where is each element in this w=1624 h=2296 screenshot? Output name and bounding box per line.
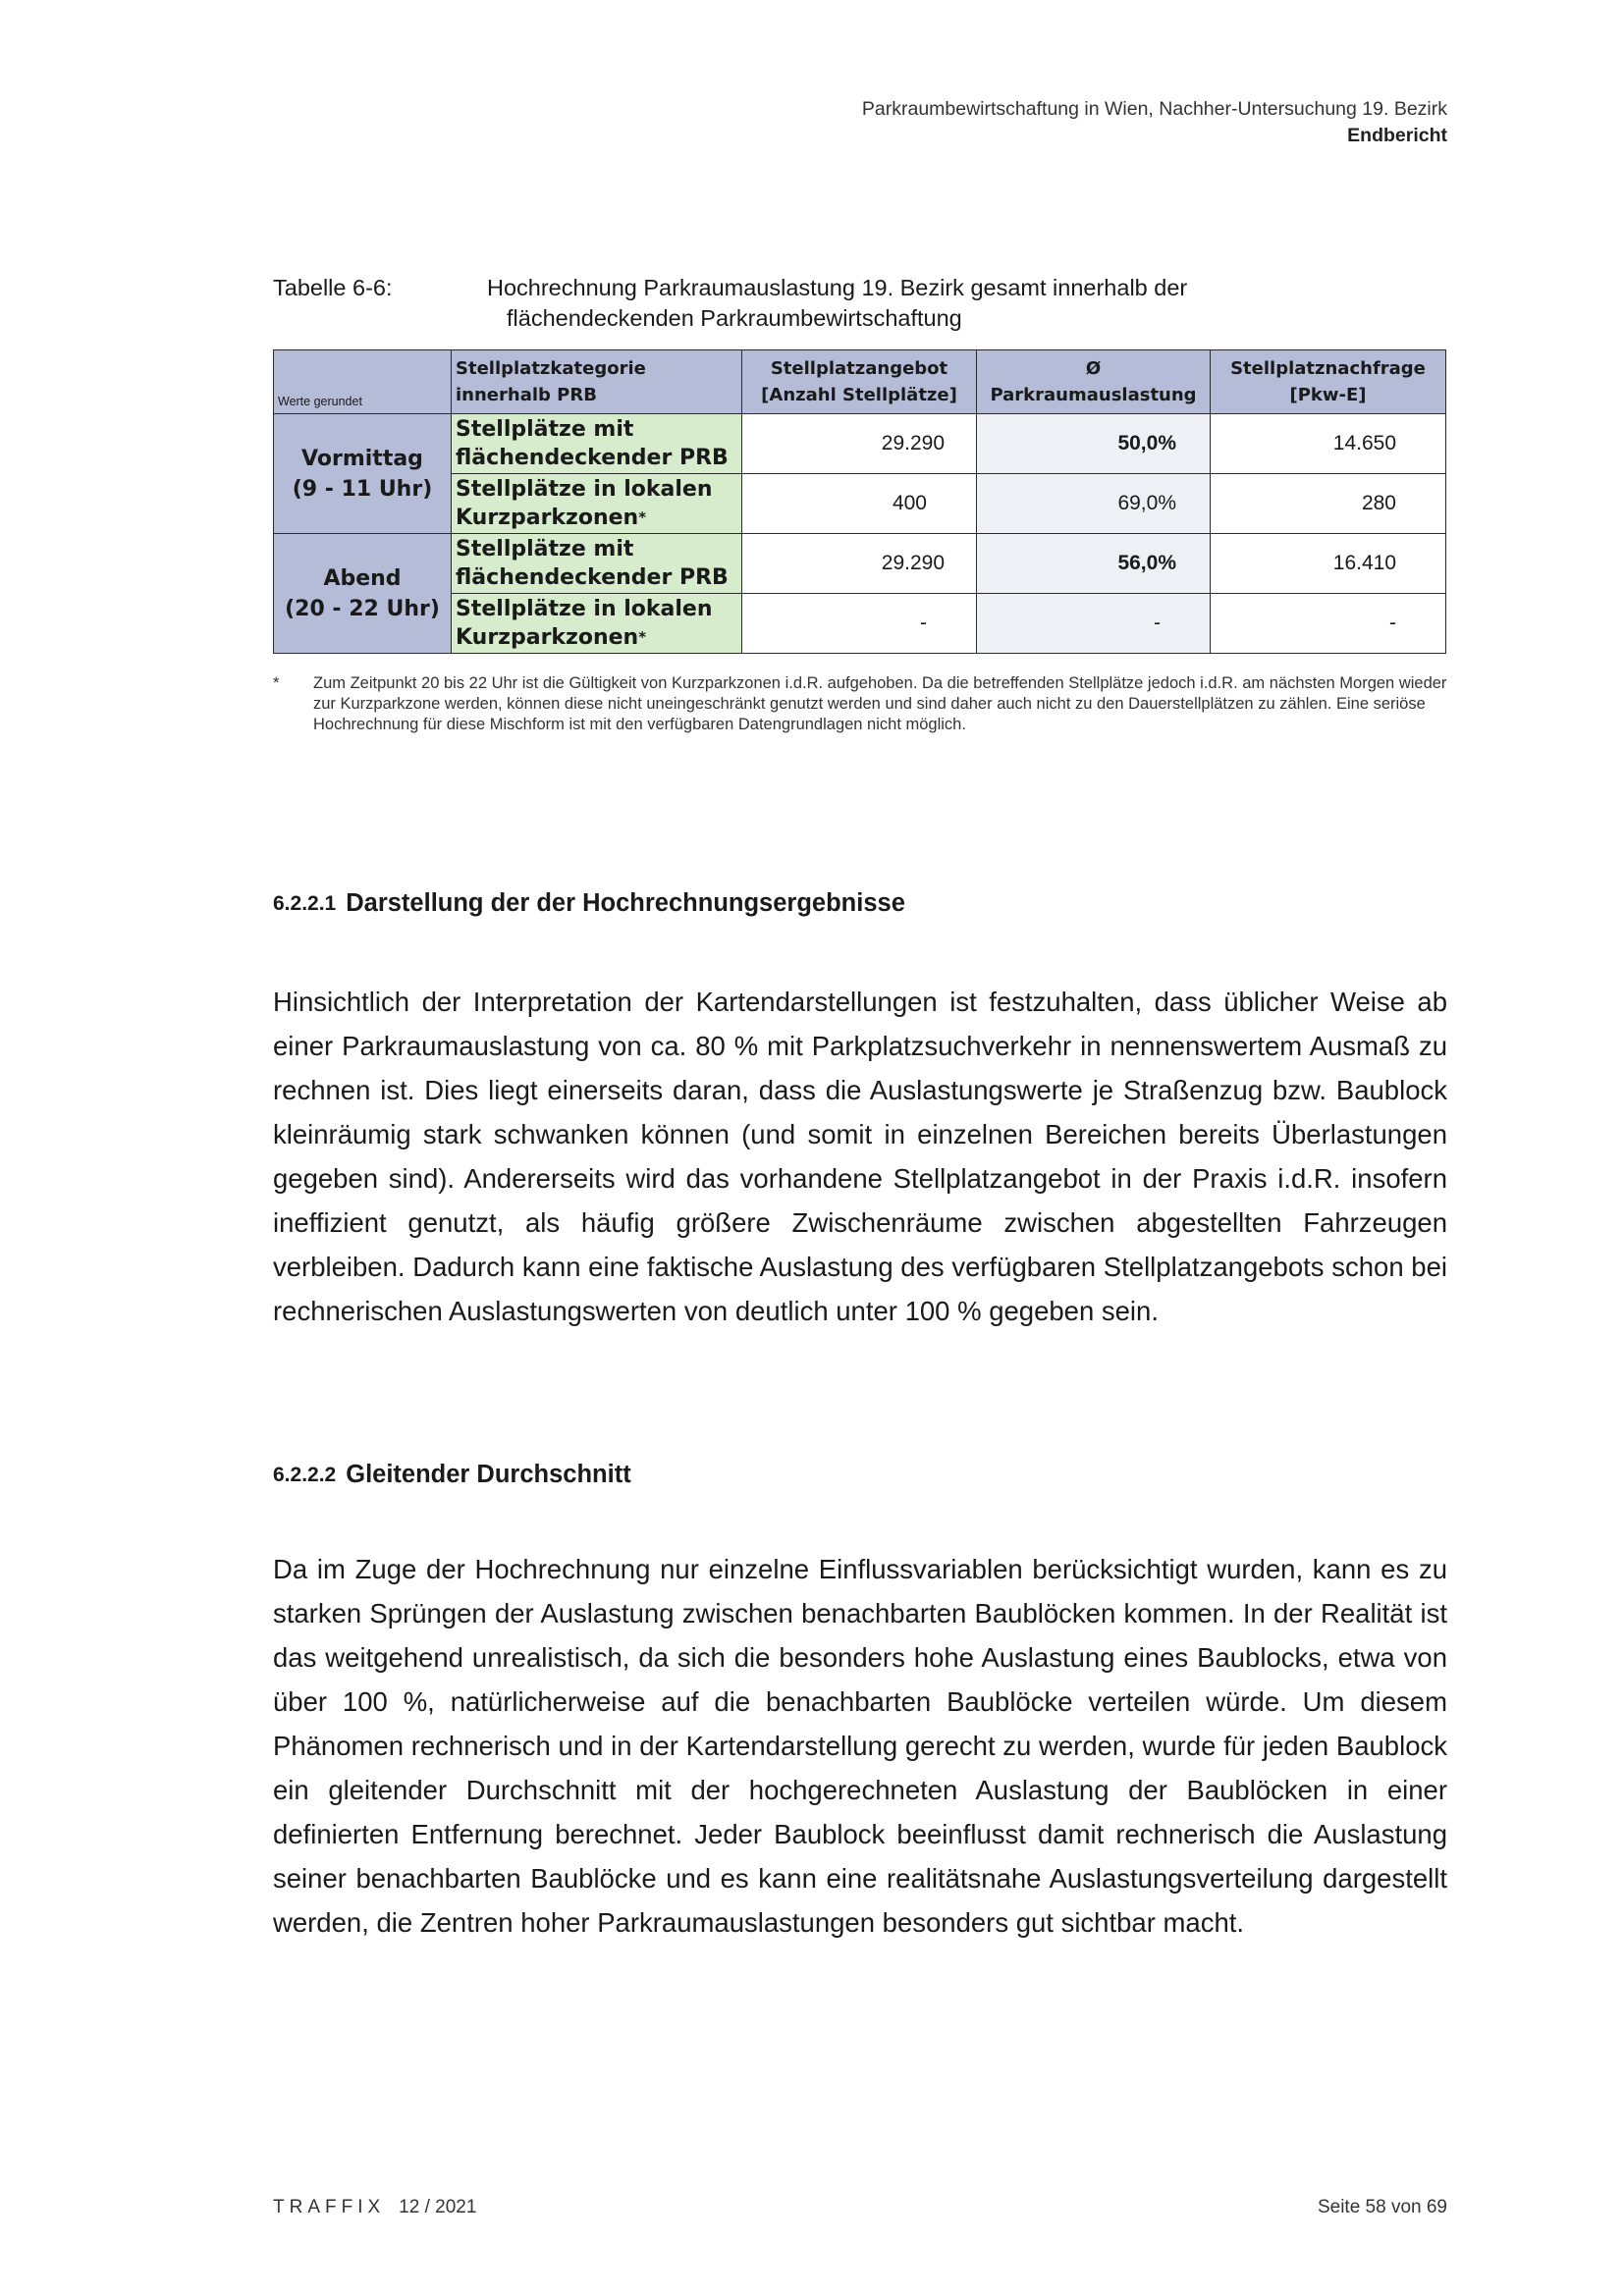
section-heading-1	[273, 889, 905, 918]
footer-date: 12 / 2021	[399, 2197, 477, 2217]
supply-cell: -	[742, 594, 977, 654]
table-caption-title-line1: Hochrechnung Parkraumauslastung 19. Bezirk gesamt innerhalb der	[487, 275, 1188, 300]
footer-brand: TRAFFIX	[273, 2197, 386, 2217]
header-demand-l1: Stellplatznachfrage	[1230, 358, 1426, 379]
header-title: Parkraumbewirtschaftung in Wien, Nachher-Untersuchung 19. Bezirk	[861, 98, 1447, 120]
header-supply-l2: [Anzahl Stellplätze]	[761, 385, 957, 405]
supply-cell: 29.290	[742, 414, 977, 474]
section-body-1: Hinsichtlich der Interpretation der Kartendarstellungen ist festzuhalten, dass üblicher Weise ab einer Parkraumauslastung von ca. 80 % mit Parkplatzsuchverkehr in nennenswertem Ausmaß zu rechnen ist. Dies liegt einerseits daran, dass die Auslastungswerte je Straßenzug bzw. Baublock kleinräumig stark schwanken können (und somit in einzelnen Bereichen bereits Überlastungen gegeben sind). Andererseits wird das vorhandene Stellplatzangebot in der Praxis i.d.R. insofern ineffizient genutzt, als häufig größere Zwischenräume zwischen abgestellten Fahrzeugen verbleiben. Dadurch kann eine faktische Auslastung des verfügbaren Stellplatzangebots schon bei rechnerischen Auslastungswerten von deutlich unter 100 % gegeben sein.	[273, 987, 1447, 1326]
table-header-row	[274, 350, 1446, 414]
average-cell: 50,0%	[977, 414, 1211, 474]
header-supply-l1: Stellplatzangebot	[770, 358, 948, 379]
section-heading-2	[273, 1461, 631, 1489]
demand-cell: -	[1211, 594, 1446, 654]
category-cell	[452, 594, 742, 654]
section-title-1: Darstellung der der Hochrechnungsergebnisse	[346, 889, 905, 917]
header-category-l1: Stellplatzkategorie	[456, 358, 646, 379]
footer-left	[273, 2197, 476, 2218]
header-supply	[742, 350, 977, 414]
page-header	[862, 96, 1447, 149]
table-footnote	[273, 673, 1447, 735]
header-average-l2: Parkraumauslastung	[990, 385, 1197, 405]
footnote-mark: *	[273, 674, 280, 692]
section-title-2: Gleitender Durchschnitt	[346, 1461, 631, 1488]
category-cell	[452, 534, 742, 594]
supply-cell: 400	[742, 474, 977, 534]
category-l1: Stellplätze mit	[456, 417, 634, 442]
category-cell	[452, 474, 742, 534]
header-demand-l2: [Pkw-E]	[1289, 385, 1367, 405]
corner-note: Werte gerundet	[274, 350, 452, 414]
period-morning	[274, 414, 452, 534]
table-caption-label: Tabelle 6-6:	[273, 275, 393, 300]
period-morning-l2: (9 - 11 Uhr)	[292, 476, 433, 502]
period-morning-l1: Vormittag	[301, 446, 423, 471]
footer-page-number: Seite 58 von 69	[1317, 2197, 1447, 2217]
table-row	[274, 414, 1446, 474]
category-l1: Stellplätze in lokalen	[456, 597, 713, 621]
average-cell: -	[977, 594, 1211, 654]
average-cell: 56,0%	[977, 534, 1211, 594]
category-l2: flächendeckender PRB	[456, 565, 729, 590]
header-category-l2: innerhalb PRB	[456, 385, 597, 405]
section-body-2: Da im Zuge der Hochrechnung nur einzelne Einflussvariablen berücksichtigt wurden, kann es zu starken Sprüngen der Auslastung zwischen benachbarten Baublöcken kommen. In der Realität ist das weitgehend unrealistisch, da sich die besonders hohe Auslastung eines Baublocks, etwa von über 100 %, natürlicherweise auf die benachbarten Baublöcke verteilen würde. Um diesem Phänomen rechnerisch und in der Kartendarstellung gerecht zu werden, wurde für jeden Baublock ein gleitender Durchschnitt mit der hochgerechneten Auslastung der Baublöcken in einer definierten Entfernung berechnet. Jeder Baublock beeinflusst damit rechnerisch die Auslastung seiner benachbarten Baublöcke und es kann eine realitätsnahe Auslastungsverteilung dargestellt werden, die Zentren hoher Parkraumauslastungen besonders gut sichtbar macht.	[273, 1554, 1447, 1938]
section-number-2: 6.2.2.2	[273, 1464, 337, 1487]
category-l2: flächendeckender PRB	[456, 446, 729, 470]
category-l2: Kurzparkzonen	[456, 625, 639, 650]
demand-cell: 14.650	[1211, 414, 1446, 474]
category-asterisk: *	[638, 628, 647, 646]
period-evening-l2: (20 - 22 Uhr)	[285, 596, 440, 621]
category-l1: Stellplätze mit	[456, 537, 634, 561]
header-average-l1: Ø	[1085, 358, 1102, 379]
occupancy-table	[273, 349, 1446, 654]
header-demand	[1211, 350, 1446, 414]
footnote-text: Zum Zeitpunkt 20 bis 22 Uhr ist die Gültigkeit von Kurzparkzonen i.d.R. aufgehoben. Da die betreffenden Stellplätze jedoch i.d.R. am nächsten Morgen wieder zur Kurzparkzone werden, können diese nicht uneingeschränkt genutzt werden und sind daher auch nicht zu den Dauerstellplätzen zu zählen. Eine seriöse Hochrechnung für diese Mischform ist mit den verfügbaren Datengrundlagen nicht möglich.	[313, 674, 1447, 733]
period-evening	[274, 534, 452, 654]
demand-cell: 16.410	[1211, 534, 1446, 594]
period-evening-l1: Abend	[323, 565, 402, 591]
header-subtitle: Endbericht	[1347, 125, 1447, 146]
category-asterisk: *	[638, 508, 647, 526]
supply-cell: 29.290	[742, 534, 977, 594]
table-caption-title-line2: flächendeckenden Parkraumbewirtschaftung	[507, 305, 962, 331]
header-average	[977, 350, 1211, 414]
demand-cell: 280	[1211, 474, 1446, 534]
category-l2: Kurzparkzonen	[456, 506, 639, 530]
table-row	[274, 534, 1446, 594]
category-cell	[452, 414, 742, 474]
section-number-1: 6.2.2.1	[273, 892, 337, 916]
average-cell: 69,0%	[977, 474, 1211, 534]
header-category	[452, 350, 742, 414]
category-l1: Stellplätze in lokalen	[456, 477, 713, 502]
